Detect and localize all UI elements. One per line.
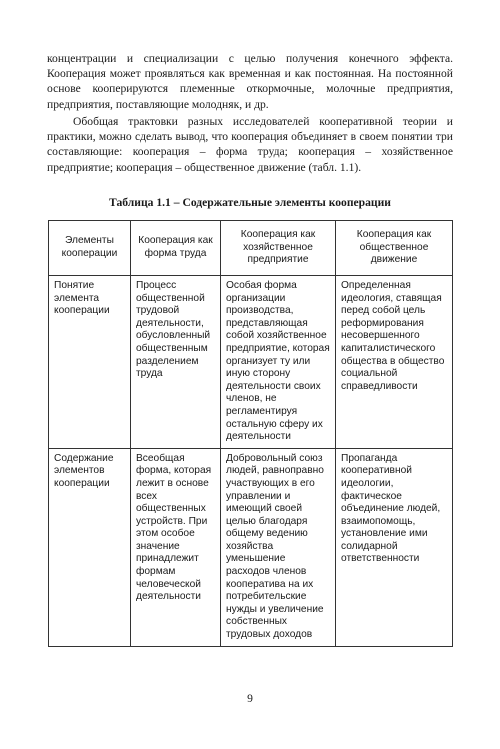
- cooperation-elements-table: [48, 220, 453, 647]
- table-header-row: [49, 221, 453, 276]
- table-cell: Пропаганда кооперативной идеологии, фактическое объединение людей, взаимопомощь, установление ими солидарной ответственности: [336, 448, 453, 646]
- header-cell-movement: Кооперация как общественное движение: [336, 221, 453, 276]
- table-cell: Определенная идеология, ставящая перед собой цель реформирования несовершенного капиталистического общества в общество социальной справедливости: [336, 276, 453, 449]
- table-cell: Содержание элементов кооперации: [49, 448, 131, 646]
- table-row: [49, 276, 453, 449]
- table-cell: Процесс общественной трудовой деятельности, обусловленный общественным разделением труда: [131, 276, 221, 449]
- header-cell-elements: Элементы кооперации: [49, 221, 131, 276]
- page-number: 9: [247, 692, 253, 705]
- table-cell: Всеобщая форма, которая лежит в основе всех общественных устройств. При этом особое значение принадлежит формам человеческой деятельности: [131, 448, 221, 646]
- body-paragraph-1: концентрации и специализации с целью получения конечного эффекта. Кооперация может проявляться как временная и как постоянная. На постоянной основе кооперируются племенные откормочные, молочные предприятия, предприятия, поставляющие молодняк, и др.: [47, 52, 453, 111]
- table-cell: Понятие элемента кооперации: [49, 276, 131, 449]
- table-caption: Таблица 1.1 – Содержательные элементы кооперации: [109, 196, 391, 209]
- table-cell: Добровольный союз людей, равноправно участвующих в его управлении и имеющий своей целью благодаря общему ведению хозяйства уменьшение расходов членов кооператива на их потребительские нужды и увеличение собственных трудовых доходов: [221, 448, 336, 646]
- header-cell-labor-form: Кооперация как форма труда: [131, 221, 221, 276]
- header-cell-enterprise: Кооперация как хозяйственное предприятие: [221, 221, 336, 276]
- table-cell: Особая форма организации производства, представляющая собой хозяйственное предприятие, которая организует ту или иную сторону деятельности своих членов, не регламентируя остальную сферу их деятельности: [221, 276, 336, 449]
- body-paragraph-2: Обобщая трактовки разных исследователей кооперативной теории и практики, можно сделать вывод, что кооперация объединяет в своем понятии три составляющие: кооперация – форма труда; кооперация – хозяйственное предприятие; кооперация – общественное движение (табл. 1.1).: [47, 115, 453, 174]
- table-row: [49, 448, 453, 646]
